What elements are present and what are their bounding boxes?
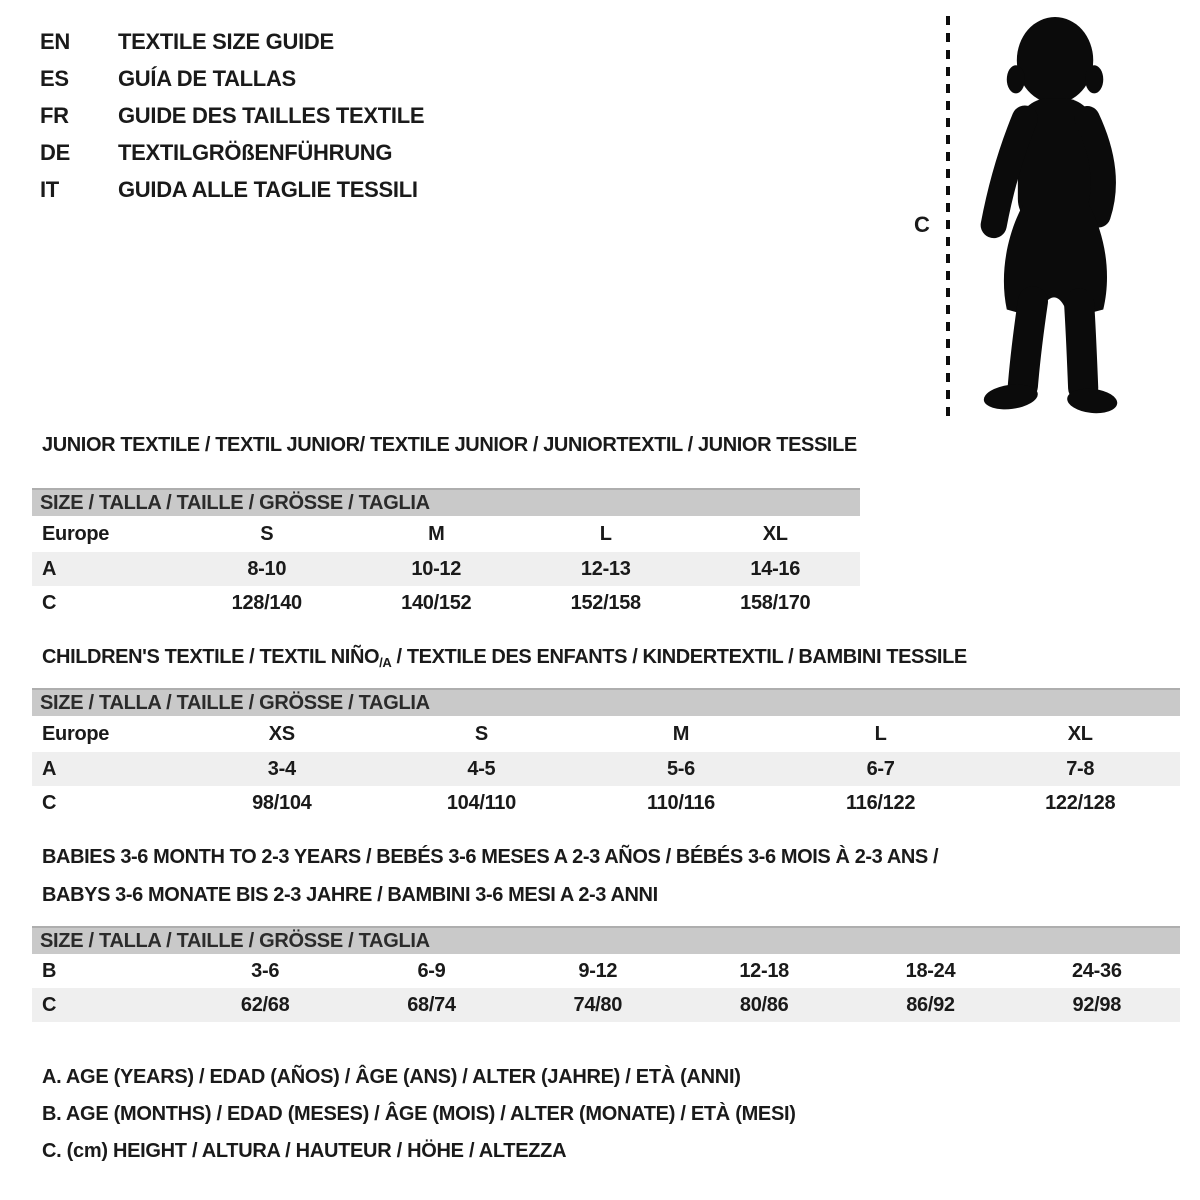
table-row-europe [32,716,1180,752]
table-cell: 152/158 [570,591,641,614]
language-row [40,67,424,90]
table-row-age [32,752,1180,786]
children-section-heading [42,646,967,669]
row-label: Europe [42,722,110,745]
table-cell: 62/68 [240,993,290,1016]
table-cell: 18-24 [905,959,956,982]
legend [42,1066,796,1177]
height-measure-line [944,14,952,418]
table-cell: 110/116 [646,791,715,814]
table-row-months [32,954,1180,988]
language-row [40,178,424,201]
legend-line-b: B. AGE (MONTHS) / EDAD (MESES) / ÂGE (MOIS) / ALTER (MONATE) / ETÀ (MESI) [42,1103,796,1125]
size-header-bar: SIZE / TALLA / TAILLE / GRÖSSE / TAGLIA [32,926,1180,954]
table-cell: XL [1067,722,1093,745]
table-cell: 10-12 [411,557,462,580]
table-cell: 80/86 [739,993,789,1016]
table-cell: 68/74 [407,993,456,1016]
row-label: C [42,591,57,614]
language-code: ES [40,66,69,91]
table-cell: 7-8 [1066,757,1095,780]
table-cell: 12-18 [739,959,789,982]
guide-title: GUÍA DE TALLAS [118,66,296,91]
measure-label-c: C [914,212,930,237]
table-cell: S [260,522,274,545]
language-row [40,141,424,164]
toddler-silhouette-icon [964,12,1136,418]
table-cell: 86/92 [906,993,955,1016]
heading-text: / TEXTILE DES ENFANTS / KINDERTEXTIL / BAMBINI TESSILE [391,646,967,668]
size-header-bar: SIZE / TALLA / TAILLE / GRÖSSE / TAGLIA [32,488,860,516]
heading-subscript: /A [379,655,392,670]
table-cell: 4-5 [467,757,496,780]
guide-title: TEXTILE SIZE GUIDE [118,29,334,54]
table-cell: 14-16 [750,557,801,580]
legend-line-c: C. (cm) HEIGHT / ALTURA / HAUTEUR / HÖHE / ALTEZZA [42,1140,567,1162]
table-cell: 6-7 [866,757,895,780]
table-row-height [32,586,860,620]
guide-title: GUIDA ALLE TAGLIE TESSILI [118,177,418,202]
table-cell: 92/98 [1072,993,1122,1016]
table-row-europe [32,516,860,552]
table-row-height [32,988,1180,1022]
language-row [40,30,424,53]
junior-size-table [32,488,860,620]
language-title-list [40,30,424,215]
babies-size-table [32,926,1180,1022]
table-cell: L [874,722,887,745]
legend-line-a: A. AGE (YEARS) / EDAD (AÑOS) / ÂGE (ANS) / ALTER (JAHRE) / ETÀ (ANNI) [42,1066,741,1088]
table-cell: 8-10 [247,557,287,580]
language-code: IT [40,177,59,202]
heading-text: CHILDREN'S TEXTILE / TEXTIL NIÑO [42,646,380,668]
babies-section-heading-line1: BABIES 3-6 MONTH TO 2-3 YEARS / BEBÉS 3-6 MESES A 2-3 AÑOS / BÉBÉS 3-6 MOIS À 2-3 ANS / [42,846,939,868]
language-row [40,104,424,127]
table-cell: 158/170 [740,591,811,614]
language-code: FR [40,103,69,128]
table-cell: 104/110 [446,791,516,814]
guide-title: GUIDE DES TAILLES TEXTILE [118,103,425,128]
table-cell: 3-4 [267,757,296,780]
table-cell: 3-6 [251,959,280,982]
table-cell: 122/128 [1045,791,1116,814]
table-cell: 12-13 [580,557,631,580]
table-cell: 128/140 [231,591,302,614]
table-cell: S [474,722,488,745]
table-cell: 74/80 [573,993,623,1016]
babies-section-heading-line2: BABYS 3-6 MONATE BIS 2-3 JAHRE / BAMBINI 3-6 MESI A 2-3 ANNI [42,884,658,906]
row-label: C [42,993,57,1016]
row-label: B [42,959,57,982]
row-label: Europe [42,522,110,545]
table-row-height [32,786,1180,820]
junior-section-heading: JUNIOR TEXTILE / TEXTIL JUNIOR/ TEXTILE JUNIOR / JUNIORTEXTIL / JUNIOR TESSILE [42,434,857,456]
guide-title: TEXTILGRÖßENFÜHRUNG [118,140,393,165]
table-cell: 116/122 [846,791,916,814]
language-code: DE [40,140,70,165]
table-cell: 140/152 [401,591,472,614]
children-size-table [32,688,1180,820]
row-label: C [42,791,57,814]
table-cell: L [599,522,612,545]
table-row-age [32,552,860,586]
row-label: A [42,557,57,580]
table-cell: 5-6 [666,757,695,780]
size-header-bar: SIZE / TALLA / TAILLE / GRÖSSE / TAGLIA [32,688,1180,716]
row-label: A [42,757,57,780]
table-cell: XL [762,522,788,545]
language-code: EN [40,29,70,54]
table-cell: 98/104 [252,791,312,814]
table-cell: 9-12 [578,959,618,982]
table-cell: M [672,722,690,745]
table-cell: 24-36 [1071,959,1122,982]
table-cell: M [428,522,445,545]
table-cell: 6-9 [417,959,446,982]
table-cell: XS [268,722,295,745]
